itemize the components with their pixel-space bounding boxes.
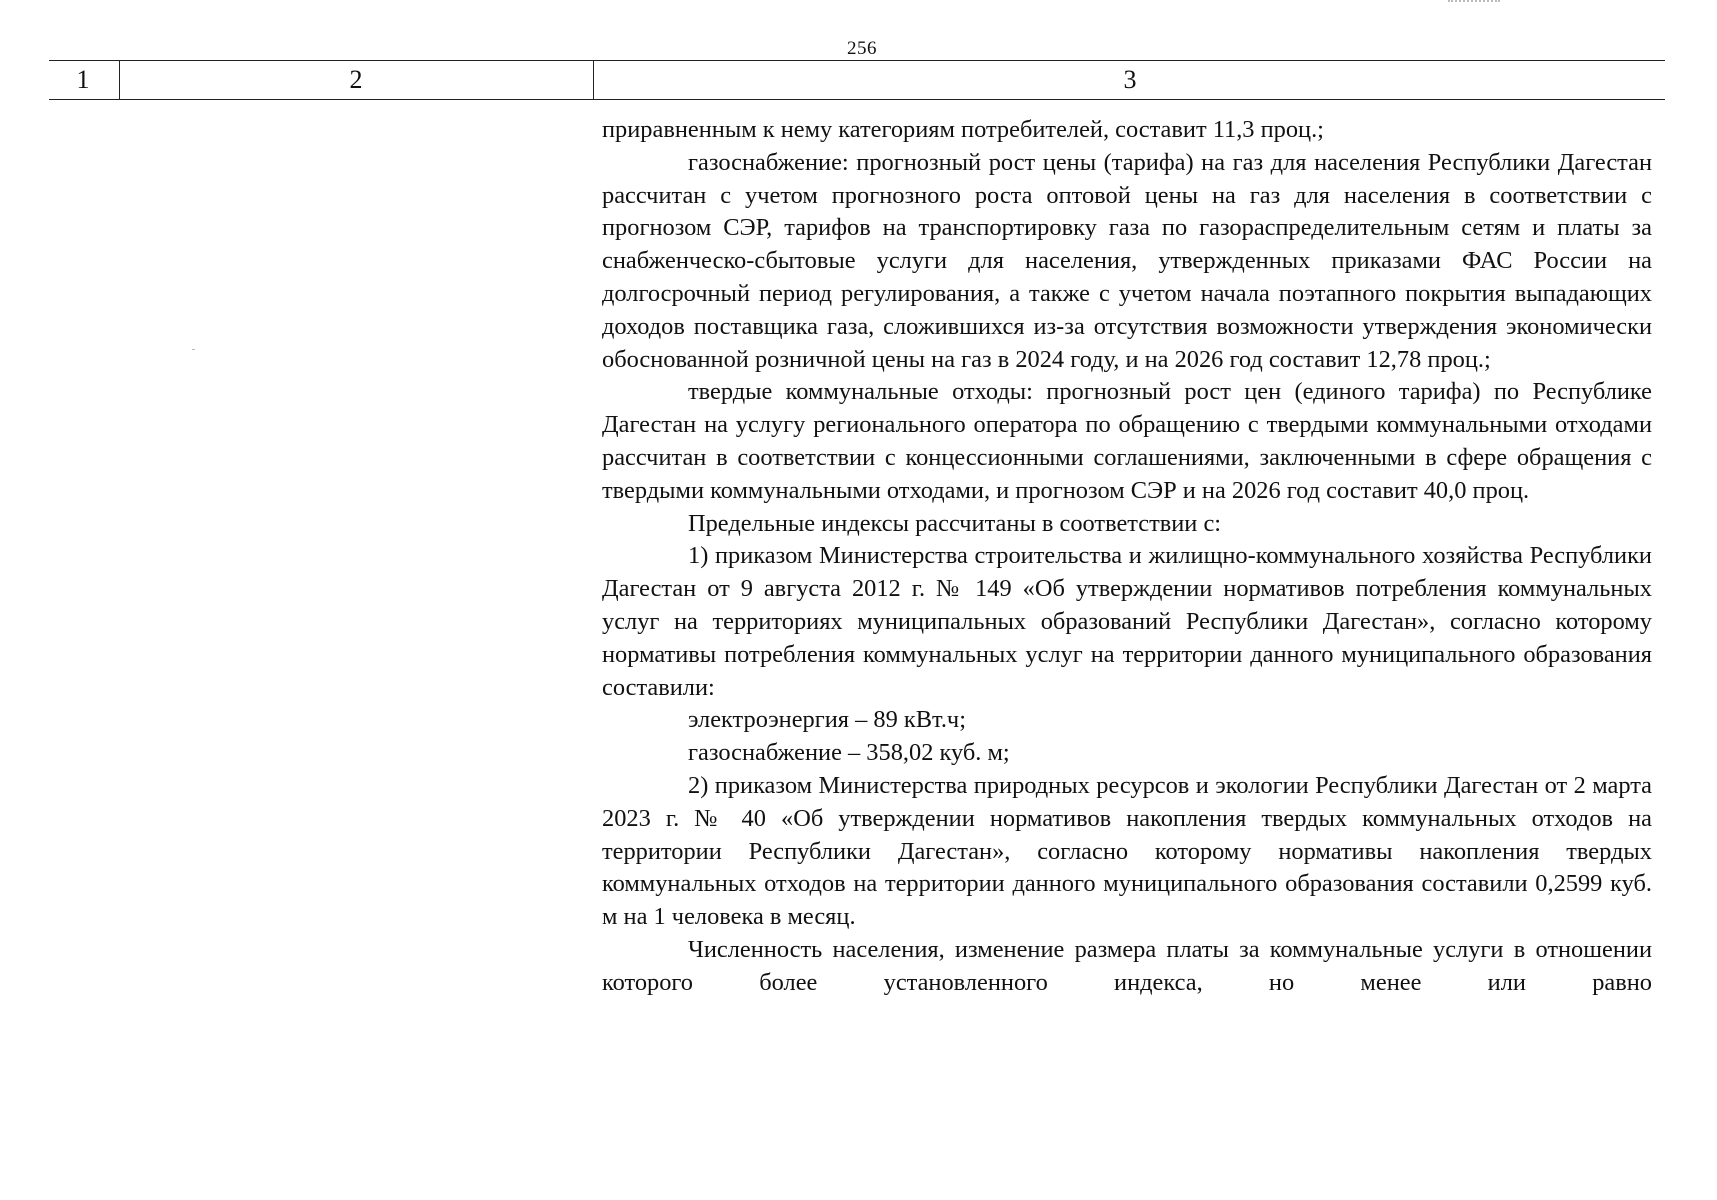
column-header-1: 1 [76,65,90,94]
column-header-row [49,60,1665,100]
paragraph-indices-intro: Предельные индексы рассчитаны в соответствии с: [688,509,1222,537]
page-number: 256 [847,38,877,59]
paragraph-gas-supply: газоснабжение: прогнозный рост цены (тарифа) на газ для населения Республики Дагестан рассчитан с учетом прогнозного роста оптовой цены на газ для населения в соответствии с прогнозом СЭР, тарифов на транспортировку газа по газораспределительным сетям и платы за снабженческо-сбытовые услуги для населения, утвержденных приказами ФАС России на долгосрочный период регулирования, а также с учетом начала поэтапного покрытия выпадающих доходов поставщика газа, сложившихся из-за отсутствия возможности утверждения экономически обоснованной розничной цены на газ в 2024 году, и на 2026 год составит 12,78 проц.; [602,148,1652,373]
column-header-2: 2 [119,61,592,99]
norm-electricity: электроэнергия – 89 кВт.ч; [688,706,966,734]
paragraph-population: Численность населения, изменение размера платы за коммунальные услуги в отношении которого более установленного индекса, но менее или равно [602,935,1652,996]
scan-artifact-mark [1448,0,1500,6]
paragraph-continuation: приравненным к нему категориям потребителей, составит 11,3 проц.; [602,116,1324,143]
norm-gas: газоснабжение – 358,02 куб. м; [688,739,1010,767]
paragraph-order-2: 2) приказом Министерства природных ресурсов и экологии Республики Дагестан от 2 марта 2023 г. № 40 «Об утверждении нормативов накопления твердых коммунальных отходов на территории Республики Дагестан», согласно которому нормативы накопления твердых коммунальных отходов на территории данного муниципального образования составили 0,2599 куб. м на 1 человека в месяц. [602,771,1652,931]
paragraph-order-1: 1) приказом Министерства строительства и жилищно-коммунального хозяйства Республики Дагестан от 9 августа 2012 г. № 149 «Об утверждении нормативов потребления коммунальных услуг на территориях муниципальных образований Республики Дагестан», согласно которому нормативы потребления коммунальных услуг на территории данного муниципального образования составили: [602,542,1652,701]
scan-speck [192,349,195,350]
column-header-3: 3 [593,61,1666,99]
paragraph-solid-waste: твердые коммунальные отходы: прогнозный рост цен (единого тарифа) по Республике Дагестан на услугу регионального оператора по обращению с твердыми коммунальными отходами рассчитан в соответствии с концессионными соглашениями, заключенными в сфере обращения с твердыми коммунальными отходами, и прогнозом СЭР и на 2026 год составит 40,0 проц. [602,378,1652,504]
document-body [602,114,1652,1000]
